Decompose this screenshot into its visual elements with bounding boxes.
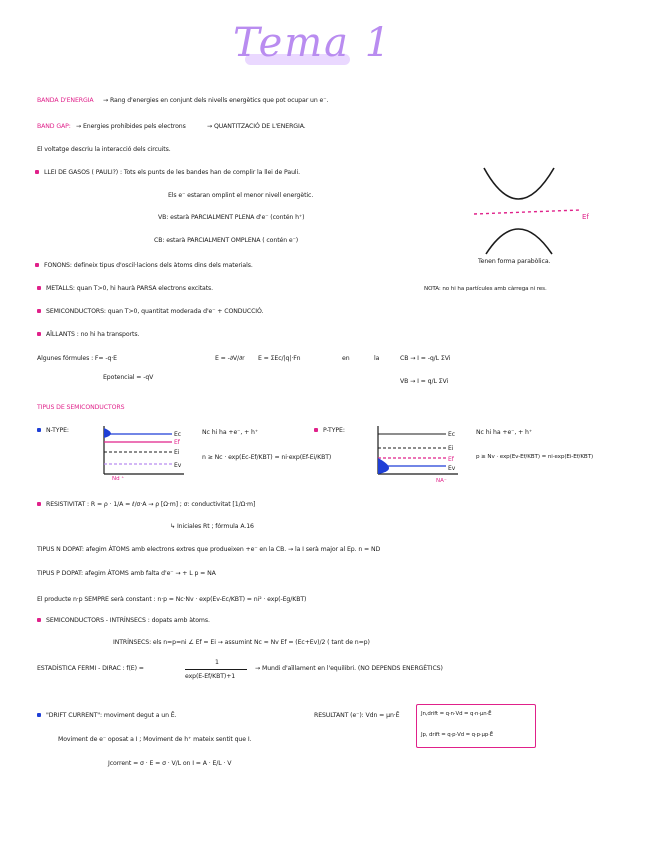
word-la: la — [374, 355, 380, 362]
bullet — [314, 428, 318, 432]
conduction-band-curve — [484, 168, 554, 199]
nd-label: Nd ⁺ — [112, 476, 125, 482]
line-banda-energia: → Rang d'energies en conjunt dels nivells energètics que pot ocupar un e⁻. — [103, 97, 329, 104]
box-jn-drift: Jn,drift = q·n·Vd = q·n·μn·Ē — [421, 711, 492, 717]
bullet — [37, 428, 41, 432]
line-iniciales: ↳ Iniciales Rt ; fórmula A.16 — [170, 523, 254, 530]
ef-label: Ef — [448, 456, 454, 463]
ptype-label: P-TYPE: — [323, 427, 345, 434]
electron-fill — [104, 428, 111, 438]
bullet — [35, 170, 39, 174]
line-vb: VB: estarà PARCIALMENT PLENA d'e⁻ (contén h⁺) — [158, 214, 305, 221]
page-title — [225, 16, 435, 71]
na-label: NA⁻ — [436, 478, 447, 484]
ef-label: Ef — [174, 439, 180, 446]
line-intrinsecs: INTRÍNSECS: els n=p=ni ∠ Ef = Ei → assumint Nc ≈ Nv Ef = (Ec+Ev)/2 ( tant de n=p) — [113, 639, 370, 646]
bullet — [37, 618, 41, 622]
line-tipus-p: TIPUS P DOPAT: afegim ÀTOMS amb falta d'e⁻ → + L p = NA — [37, 570, 216, 577]
line-resistivitat: RESISTIVITAT : R = ρ · 1/A = ℓ/σ·A → ρ [Ω·m] ; σ: conductivitat [1/Ω·m] — [46, 501, 256, 508]
line-fonons: FONONS: defineix tipus d'oscil·lacions dels àtoms dins dels materials. — [44, 262, 253, 269]
ev-label: Ev — [174, 462, 182, 469]
fermi-denominator: exp(E-Ef/KBT)+1 — [185, 673, 236, 680]
fraction-bar — [185, 669, 247, 670]
bullet — [37, 286, 41, 290]
formula-potential: Epotencial = -qV — [103, 374, 154, 381]
word-en: en — [342, 355, 350, 362]
formula-force: Algunes fórmules : F= -q·E — [37, 355, 117, 362]
bullet — [37, 309, 41, 313]
ei-label: Ei — [174, 449, 180, 456]
ec-label: Ec — [448, 431, 456, 438]
line-omplint: Els e⁻ estaran omplint el menor nivell energètic. — [168, 192, 314, 199]
line-moviment: Moviment de e⁻ oposat a I ; Moviment de h⁺ mateix sentit que I. — [58, 736, 252, 743]
line-fermi-note: → Mundi d'aïllament en l'equilibri. (NO DEPENDS ENERGÈTICS) — [255, 665, 443, 672]
bullet — [35, 263, 39, 267]
band-ef-label: Ef — [582, 213, 589, 221]
ntype-label: N-TYPE: — [46, 427, 69, 434]
box-jp-drift: Jp, drift = q·p·Vd = q·p·μp·Ē — [421, 732, 494, 738]
ntype-band-diagram — [96, 422, 196, 482]
band-diagram — [468, 160, 608, 270]
ev-label: Ev — [448, 465, 456, 472]
line-drift-current: "DRIFT CURRENT": moviment degut a un Ē. — [46, 712, 177, 719]
heading-banda-energia: BANDA D'ENERGIA — [37, 97, 94, 104]
line-semiconductors: SEMICONDUCTORS: quan T>0, quantitat moderada d'e⁻ + CONDUCCIÓ. — [46, 308, 264, 315]
line-fermi-dirac: ESTADÍSTICA FERMI - DIRAC : f(E) = — [37, 665, 144, 672]
fermi-level-line — [474, 210, 580, 214]
valence-band-curve — [486, 229, 552, 254]
ntype-desc: Nc hi ha +e⁻, + h⁺ — [202, 429, 259, 436]
note-particules: NOTA: no hi ha partícules amb càrrega ni res. — [424, 286, 547, 292]
line-jcorrent: Jcorrent = σ · E = σ · V/L on I = A · E/L · V — [108, 760, 232, 767]
ptype-formula: p ≥ Nv · exp(Ev-Ef/KBT) = ni·exp(Ei-Ef/KBT) — [476, 454, 594, 460]
formula-field: E = -∂V/∂r — [215, 355, 245, 362]
heading-band-gap: BAND GAP: — [37, 123, 71, 130]
bullet — [37, 502, 41, 506]
bullet — [37, 332, 41, 336]
line-producte-np: El producte n·p SEMPRE serà constant : n·p = Nc·Nv · exp(Ev-Ec/KBT) = ni² · exp(-Eg/KBT) — [37, 596, 307, 603]
line-band-gap: → Energies prohibides pels electrons — [76, 123, 186, 130]
hole-fill — [378, 458, 389, 474]
line-cb: CB: estarà PARCIALMENT OMPLENA ( contén e⁻) — [154, 237, 299, 244]
line-quantitzacio: → QUANTITZACIÓ DE L'ENERGIA. — [207, 123, 306, 130]
title-text: Tema 1 — [233, 20, 393, 66]
line-drift-velocity: RESULTANT (e⁻): Vdn = μn·Ē — [314, 712, 400, 719]
heading-tipus-semiconductors: TIPUS DE SEMICONDUCTORS — [37, 404, 125, 411]
formula-vb-current: VB → I = q/L ΣVi — [400, 378, 449, 385]
fermi-numerator: 1 — [215, 659, 219, 666]
ptype-desc: Nc hi ha +e⁻, + h⁺ — [476, 429, 533, 436]
line-tipus-n: TIPUS N DOPAT: afegim ÀTOMS amb electrons extres que produeixen +e⁻ en la CB. → la I serà major al Ep. n = ND — [37, 546, 381, 553]
ntype-formula: n ≥ Nc · exp(Ec-Ef/KBT) = ni·exp(Ef-Ei/KBT) — [202, 454, 332, 461]
formula-cb-current: CB → I = -q/L ΣVi — [400, 355, 451, 362]
ptype-band-diagram — [370, 422, 470, 484]
bullet — [37, 713, 41, 717]
band-caption: Tenen forma parabòlica. — [478, 258, 551, 265]
line-llei-gasos: LLEI DE GASOS ( PAULI?) : Tots els punts de les bandes han de complir la llei de Pauli. — [44, 169, 301, 176]
formula-field-2: E = ΣEc/|q|·Fn — [258, 355, 301, 362]
line-metalls: METALLS: quan T>0, hi haurà PARSA electrons excitats. — [46, 285, 214, 292]
line-intrinsecs-heading: SEMICONDUCTORS - INTRÍNSECS : dopats amb àtoms. — [46, 617, 210, 624]
line-voltatge: El voltatge descriu la interacció dels circuits. — [37, 146, 171, 153]
ei-label: Ei — [448, 445, 454, 452]
ec-label: Ec — [174, 431, 182, 438]
line-aillants: AÏLLANTS : no hi ha transports. — [46, 331, 140, 338]
